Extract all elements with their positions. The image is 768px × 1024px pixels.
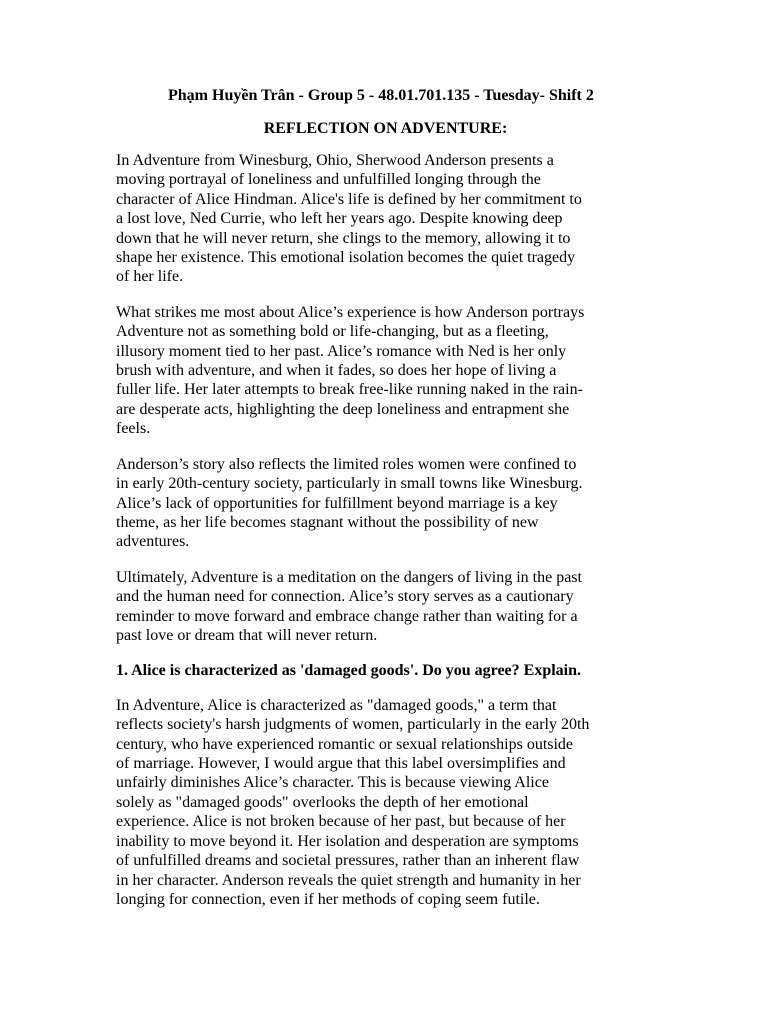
text-line: experience. Alice is not broken because of her past, but because of her (116, 813, 566, 831)
text-line: longing for connection, even if her methods of coping seem futile. (116, 890, 540, 908)
text-line: What strikes me most about Alice’s experience is how Anderson portrays (116, 303, 585, 321)
answer-paragraph (116, 696, 652, 909)
text-line: In Adventure from Winesburg, Ohio, Sherwood Anderson presents a (116, 152, 554, 169)
text-line: a lost love, Ned Currie, who left her years ago. Despite knowing deep (116, 210, 563, 228)
text-line: past love or dream that will never return. (116, 626, 378, 644)
text-line: In Adventure, Alice is characterized as "damaged goods," a term that (116, 696, 557, 714)
text-line: Adventure not as something bold or life-changing, but as a fleeting, (116, 323, 549, 341)
paragraph-2 (116, 303, 652, 439)
text-line: in her character. Anderson reveals the quiet strength and humanity in her (116, 871, 581, 889)
text-line: down that he will never return, she clings to the memory, allowing it to (116, 229, 571, 247)
text-line: reminder to move forward and embrace change rather than waiting for a (116, 607, 578, 625)
text-line: unfairly diminishes Alice’s character. This is because viewing Alice (116, 774, 549, 792)
document-page (116, 86, 652, 925)
paragraph-3 (116, 455, 652, 552)
text-line: inability to move beyond it. Her isolation and desperation are symptoms (116, 832, 579, 850)
question-heading: 1. Alice is characterized as 'damaged goods'. Do you agree? Explain. (116, 662, 582, 680)
text-line: theme, as her life becomes stagnant without the possibility of new (116, 513, 539, 531)
text-line: in early 20th-century society, particularly in small towns like Winesburg. (116, 475, 583, 493)
text-line: Ultimately, Adventure is a meditation on the dangers of living in the past (116, 568, 582, 586)
text-line: Anderson’s story also reflects the limited roles women were confined to (116, 455, 577, 473)
text-line: of her life. (116, 268, 184, 286)
text-line: moving portrayal of loneliness and unfulfilled longing through the (116, 171, 541, 189)
text-line: Alice’s lack of opportunities for fulfillment beyond marriage is a key (116, 494, 558, 512)
text-line: and the human need for connection. Alice’s story serves as a cautionary (116, 588, 574, 606)
text-line: solely as "damaged goods" overlooks the depth of her emotional (116, 793, 529, 811)
text-line: illusory moment tied to her past. Alice’s romance with Ned is her only (116, 342, 567, 360)
text-line: are desperate acts, highlighting the deep loneliness and entrapment she (116, 400, 570, 418)
paragraph-4 (116, 568, 652, 646)
text-line: feels. (116, 420, 151, 438)
author-line: Phạm Huyền Trân - Group 5 - 48.01.701.135 - Tuesday- Shift 2 (168, 87, 594, 104)
text-line: century, who have experienced romantic or sexual relationships outside (116, 735, 574, 753)
text-line: of unfulfilled dreams and societal pressures, rather than an inherent flaw (116, 852, 580, 870)
text-line: reflects society's harsh judgments of women, particularly in the early 20th (116, 716, 590, 734)
text-line: fuller life. Her later attempts to break free-like running naked in the rain- (116, 381, 583, 399)
text-line: adventures. (116, 533, 190, 551)
text-line: character of Alice Hindman. Alice's life is defined by her commitment to (116, 190, 582, 208)
document-title: REFLECTION ON ADVENTURE: (263, 119, 508, 137)
text-line: of marriage. However, I would argue that this label oversimplifies and (116, 755, 566, 773)
text-line: brush with adventure, and when it fades, so does her hope of living a (116, 362, 557, 380)
paragraph-1 (116, 151, 652, 287)
text-line: shape her existence. This emotional isolation becomes the quiet tragedy (116, 249, 576, 267)
